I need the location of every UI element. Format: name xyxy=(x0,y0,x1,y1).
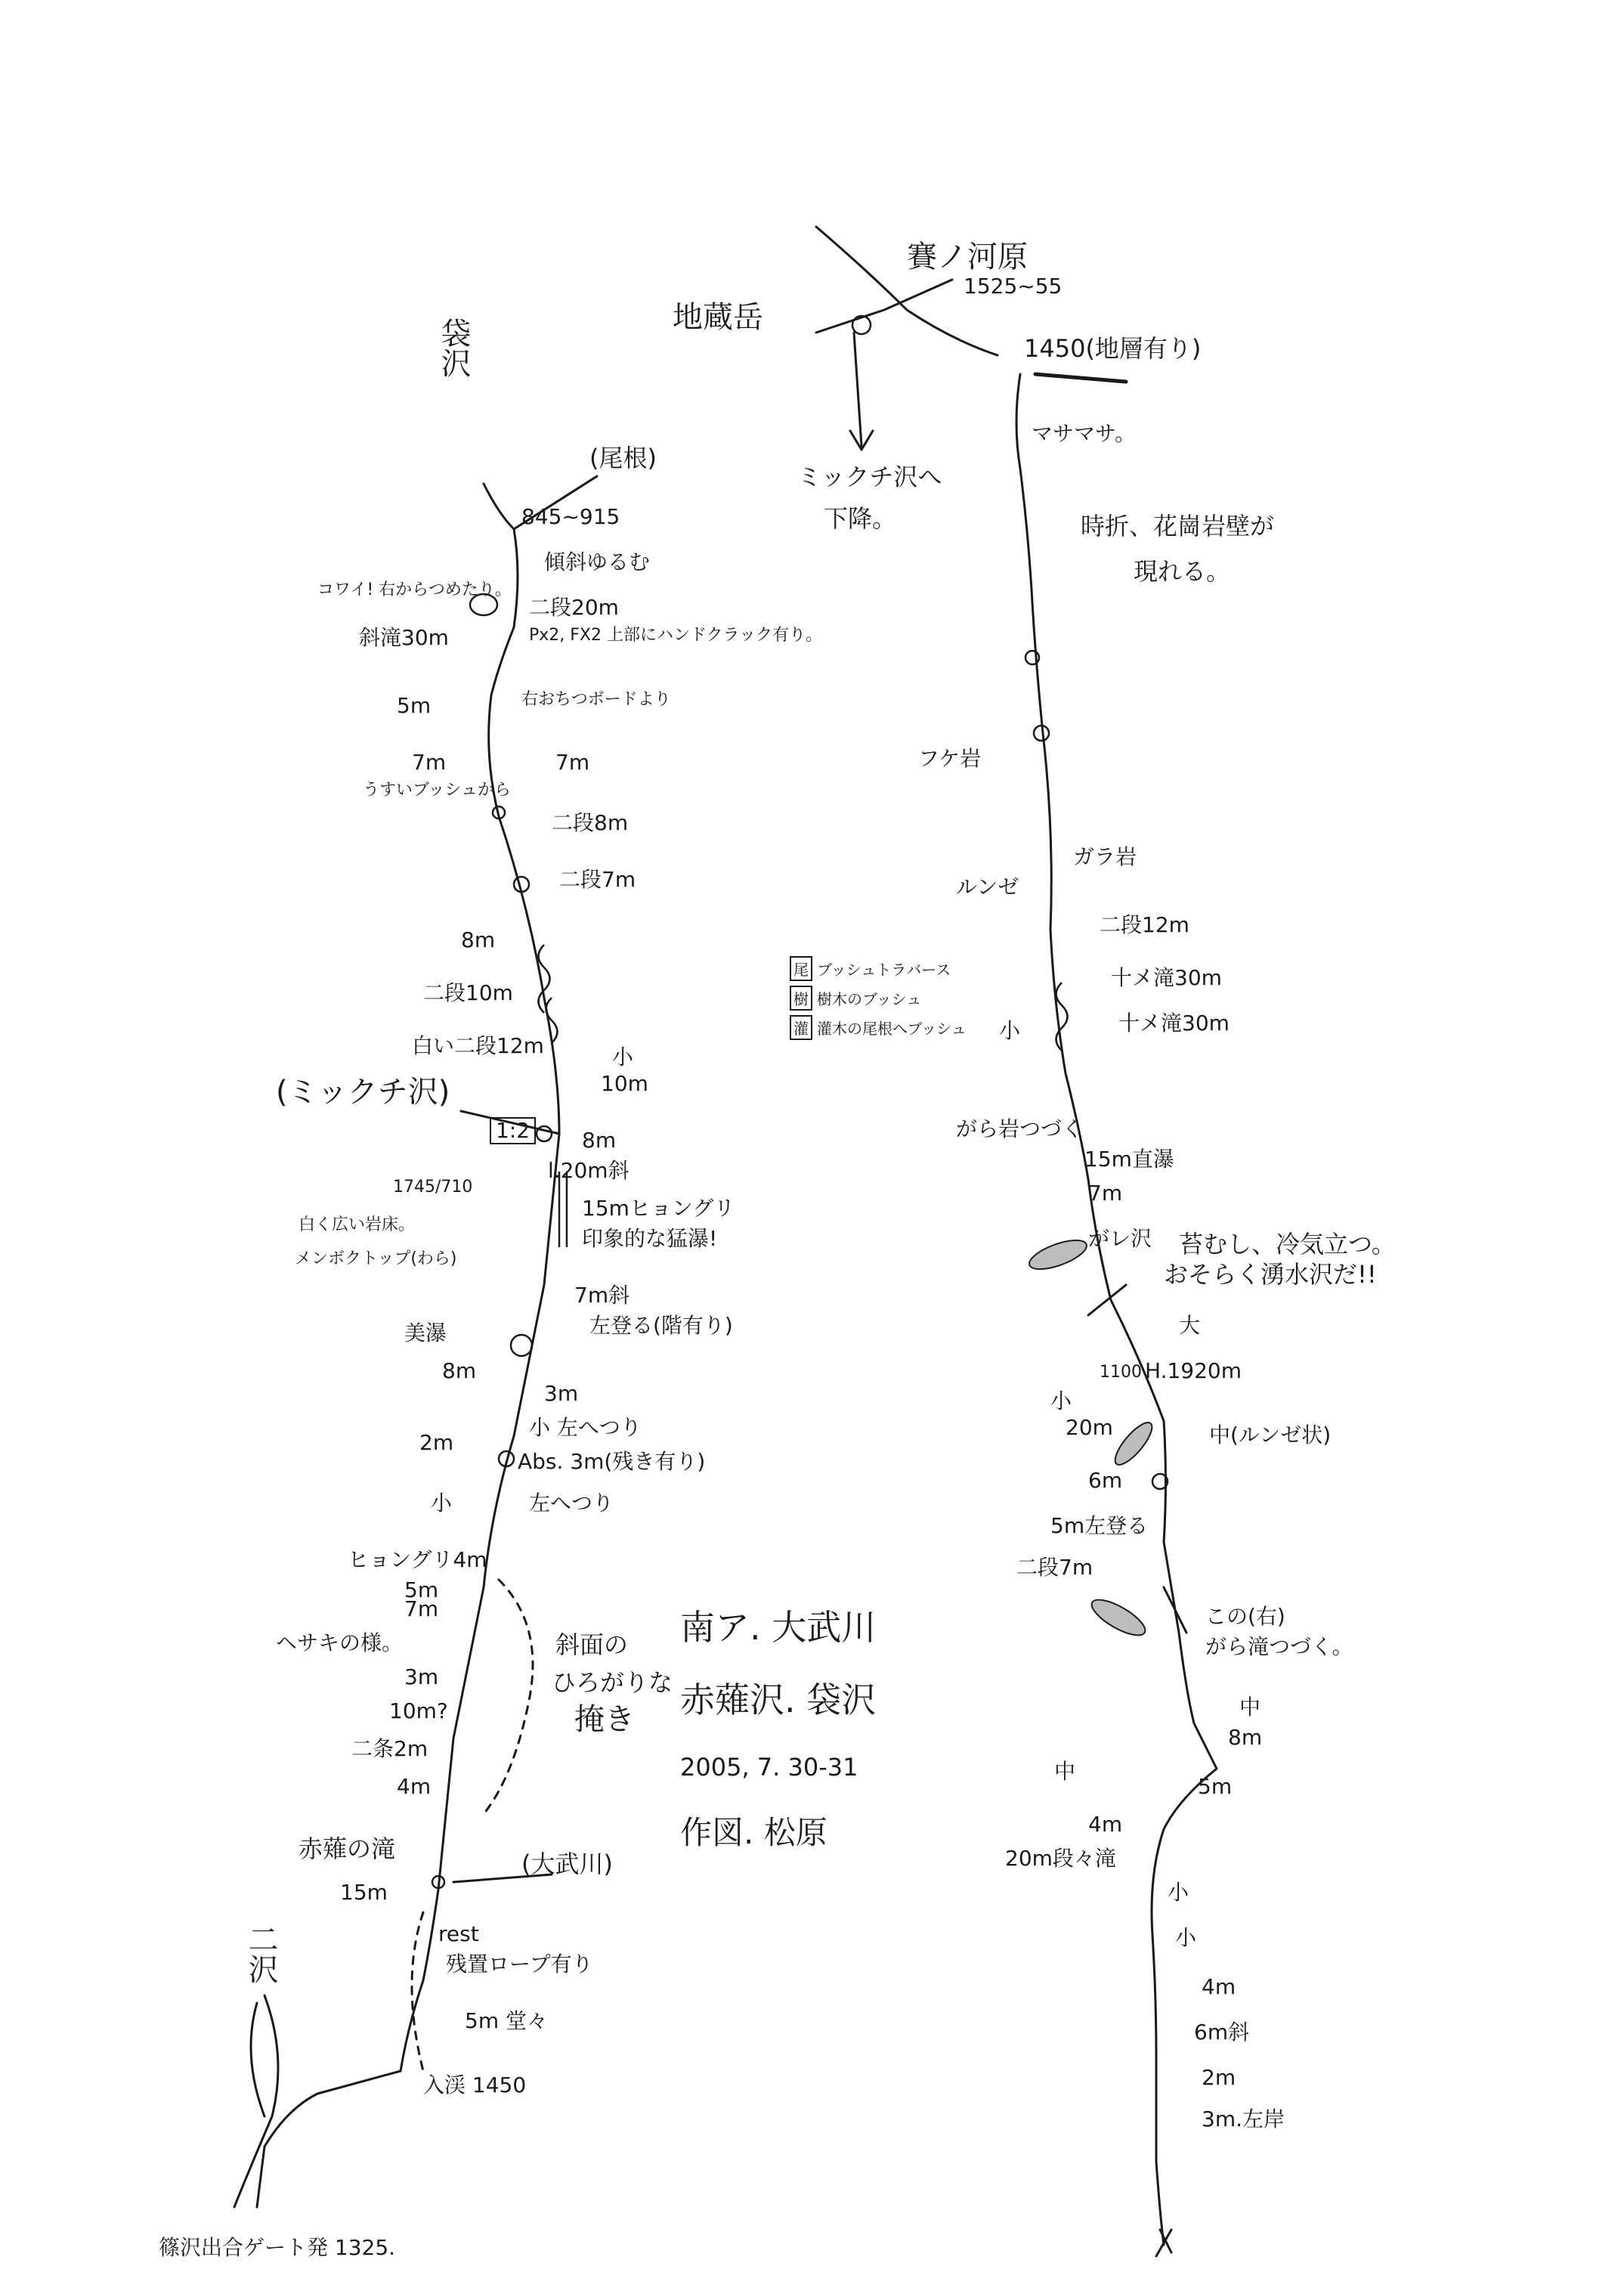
left-top-title: 袋沢 xyxy=(436,317,471,378)
right-end-mark xyxy=(1156,2230,1171,2256)
left-label: 2m xyxy=(419,1430,454,1455)
right-label: 二段7m xyxy=(1016,1555,1093,1580)
left-label: 掩き xyxy=(574,1702,635,1737)
right-label: 十メ滝30m xyxy=(1118,1011,1230,1036)
legend-item xyxy=(790,956,967,981)
left-label: (大武川) xyxy=(521,1850,613,1878)
left-stream-line xyxy=(401,484,559,2071)
left-label: 篠沢出合ゲート発 1325. xyxy=(159,2235,396,2260)
left-label: ヘサキの様。 xyxy=(276,1630,404,1655)
right-label: 小 xyxy=(1175,1925,1197,1950)
right-label: マサマサ。 xyxy=(1032,421,1137,446)
left-label: 8m xyxy=(442,1358,477,1383)
left-dashed-branch xyxy=(484,1580,533,1814)
left-label: メンボクトップ(わら) xyxy=(295,1249,457,1268)
left-label: 5m 堂々 xyxy=(465,2008,548,2033)
right-label: ガラ岩 xyxy=(1073,844,1137,869)
right-descent-1: ミックチ沢へ xyxy=(797,463,942,491)
legend-text: 灌木の尾根へブッシュ xyxy=(817,1020,967,1038)
left-label: 小 xyxy=(431,1491,453,1515)
left-label: 印象的な猛瀑! xyxy=(582,1226,718,1251)
left-label: 斜面の xyxy=(555,1630,629,1659)
fall-mark xyxy=(852,316,871,334)
right-label: 小 xyxy=(1168,1880,1189,1905)
right-start-label: 1450(地層有り) xyxy=(1024,334,1202,363)
left-label: 5m xyxy=(397,693,432,718)
left-label: 15m xyxy=(340,1880,388,1905)
left-label: 7m斜 xyxy=(574,1283,630,1308)
right-label: この(右) xyxy=(1205,1604,1285,1629)
left-label: l.20m斜 xyxy=(548,1158,629,1183)
title-line-3: 2005, 7. 30-31 xyxy=(680,1753,858,1782)
right-label: フケ岩 xyxy=(918,746,982,771)
right-label: 7m xyxy=(1088,1181,1123,1206)
title-line-2: 赤薙沢. 袋沢 xyxy=(680,1679,877,1720)
fall-mark xyxy=(537,1126,552,1141)
left-label: Abs. 3m(残き有り) xyxy=(518,1449,706,1474)
left-label: 二段10m xyxy=(423,980,513,1005)
left-label: コワイ! 右からつめたり。 xyxy=(317,580,512,599)
left-label: 二段8m xyxy=(552,810,629,835)
right-label: 二段12m xyxy=(1100,912,1189,937)
left-label: 右おちつボードより xyxy=(521,690,671,709)
fall-mark xyxy=(559,1172,567,1247)
center-title xyxy=(680,1607,877,1851)
left-futasawa xyxy=(234,1995,278,2207)
left-label: 7m xyxy=(555,750,590,775)
left-label: 傾斜ゆるむ xyxy=(544,550,651,574)
right-gaya-branch xyxy=(1088,1285,1126,1315)
right-label: 2m xyxy=(1202,2065,1236,2090)
left-label: 3m xyxy=(404,1664,439,1689)
left-exit-line-a xyxy=(257,2071,401,2207)
left-dashed-rest-loop xyxy=(412,1912,423,2071)
right-top-time: 1525~55 xyxy=(964,274,1063,299)
left-label: 10m? xyxy=(389,1698,448,1723)
title-line-1: 南ア. 大武川 xyxy=(680,1607,877,1648)
left-label: 美瀑 xyxy=(404,1320,447,1345)
right-label: がら岩つづく xyxy=(956,1116,1084,1141)
right-label: 8m xyxy=(1228,1725,1263,1750)
legend-text: ブッシュトラバース xyxy=(817,961,951,979)
left-label: 8m xyxy=(461,927,496,952)
left-label: 3m xyxy=(544,1381,579,1406)
right-label: 20m段々滝 xyxy=(1005,1846,1116,1871)
legend-key: 灌 xyxy=(790,1015,812,1040)
right-descent-arrow xyxy=(854,333,861,446)
right-label: がレ沢 xyxy=(1088,1226,1152,1251)
left-label: 1745/710 xyxy=(393,1178,473,1197)
rock-mark xyxy=(1109,1417,1157,1469)
right-label: 4m xyxy=(1202,1974,1236,1999)
right-label: 大 xyxy=(1179,1313,1201,1338)
legend-item xyxy=(790,986,967,1011)
right-label: 中 xyxy=(1239,1695,1261,1720)
left-label: 7m xyxy=(404,1596,439,1621)
right-label: 小 xyxy=(1050,1388,1072,1413)
right-label: 20m xyxy=(1066,1415,1113,1440)
right-label: 1100 xyxy=(1100,1363,1142,1382)
left-label: rest xyxy=(438,1921,479,1946)
left-label: 白い二段12m xyxy=(412,1033,544,1058)
left-label: 白く広い岩床。 xyxy=(299,1215,416,1234)
right-label: 3m.左岸 xyxy=(1202,2107,1285,2131)
right-label: 15m直瀑 xyxy=(1084,1147,1174,1172)
left-label: 4m xyxy=(397,1774,432,1799)
right-top-label: 賽ノ河原 xyxy=(907,240,1028,274)
legend-text: 樹木のブッシュ xyxy=(817,990,922,1008)
left-label: 5m xyxy=(404,1577,439,1602)
left-label: 入渓 1450 xyxy=(423,2073,527,2097)
legend xyxy=(790,956,967,1040)
left-label: 二段20m xyxy=(529,595,619,620)
right-start-mark xyxy=(1035,374,1126,382)
rock-mark xyxy=(1026,1234,1090,1275)
left-label: 二段7m xyxy=(559,867,636,892)
right-label: 小 xyxy=(999,1018,1021,1043)
left-label: 1:2 xyxy=(490,1117,536,1144)
left-label: 斜滝30m xyxy=(359,625,449,650)
right-label: 6m斜 xyxy=(1194,2020,1250,2045)
right-jizo: 地蔵岳 xyxy=(673,300,763,335)
left-label: 7m xyxy=(412,750,447,775)
right-label: 中(ルンゼ状) xyxy=(1209,1423,1332,1447)
right-label: 時折、花崗岩壁が xyxy=(1081,512,1275,540)
left-label: うすいブッシュから xyxy=(363,781,512,800)
right-label: 4m xyxy=(1088,1812,1123,1837)
right-label: 現れる。 xyxy=(1134,557,1231,586)
left-exit-line-b xyxy=(251,2003,264,2116)
right-label: 苔むし、冷気立つ。 xyxy=(1179,1230,1396,1258)
left-label: 15mヒョングリ xyxy=(582,1196,735,1221)
rock-mark xyxy=(1087,1593,1149,1642)
left-label: 小 左へつり xyxy=(529,1415,642,1440)
right-label: 十メ滝30m xyxy=(1111,965,1222,990)
left-top-label: (尾根) xyxy=(589,444,657,472)
left-label: (ミックチ沢) xyxy=(276,1075,450,1110)
left-time-top: 845~915 xyxy=(521,504,620,529)
left-label: Px2, FX2 上部にハンドクラック有り。 xyxy=(529,626,823,645)
legend-key: 尾 xyxy=(790,956,812,981)
right-label: ルンゼ xyxy=(956,875,1019,899)
right-label: 中 xyxy=(1054,1759,1076,1784)
title-line-4: 作図. 松原 xyxy=(680,1814,827,1851)
left-label: 二沢 xyxy=(243,1924,278,1984)
fall-mark xyxy=(511,1335,532,1356)
right-label: 5m左登る xyxy=(1050,1513,1149,1538)
left-label: 赤薙の滝 xyxy=(299,1834,396,1863)
right-label: 6m xyxy=(1088,1468,1123,1493)
legend-key: 樹 xyxy=(790,986,812,1011)
left-label: 残置ロープ有り xyxy=(446,1952,593,1977)
left-label: 10m xyxy=(601,1071,648,1096)
right-left-dashed xyxy=(1164,1587,1186,1633)
left-label: 8m xyxy=(582,1128,617,1153)
right-label: 5m xyxy=(1198,1774,1233,1799)
left-label: 左登る(階有り) xyxy=(589,1313,733,1338)
right-descent-2: 下降。 xyxy=(824,504,897,533)
left-label: ヒョングリ4m xyxy=(348,1547,487,1572)
left-label: ひろがりな xyxy=(552,1668,673,1697)
right-label: H.1920m xyxy=(1145,1358,1242,1383)
left-label: 二条2m xyxy=(351,1736,428,1761)
right-label: がら滝つづく。 xyxy=(1205,1634,1353,1659)
legend-item xyxy=(790,1015,967,1040)
left-label: 左へつり xyxy=(529,1491,614,1515)
right-label: おそらく湧水沢だ!! xyxy=(1164,1260,1377,1289)
right-stream-line xyxy=(1016,374,1217,2245)
left-label: 小 xyxy=(612,1045,634,1070)
